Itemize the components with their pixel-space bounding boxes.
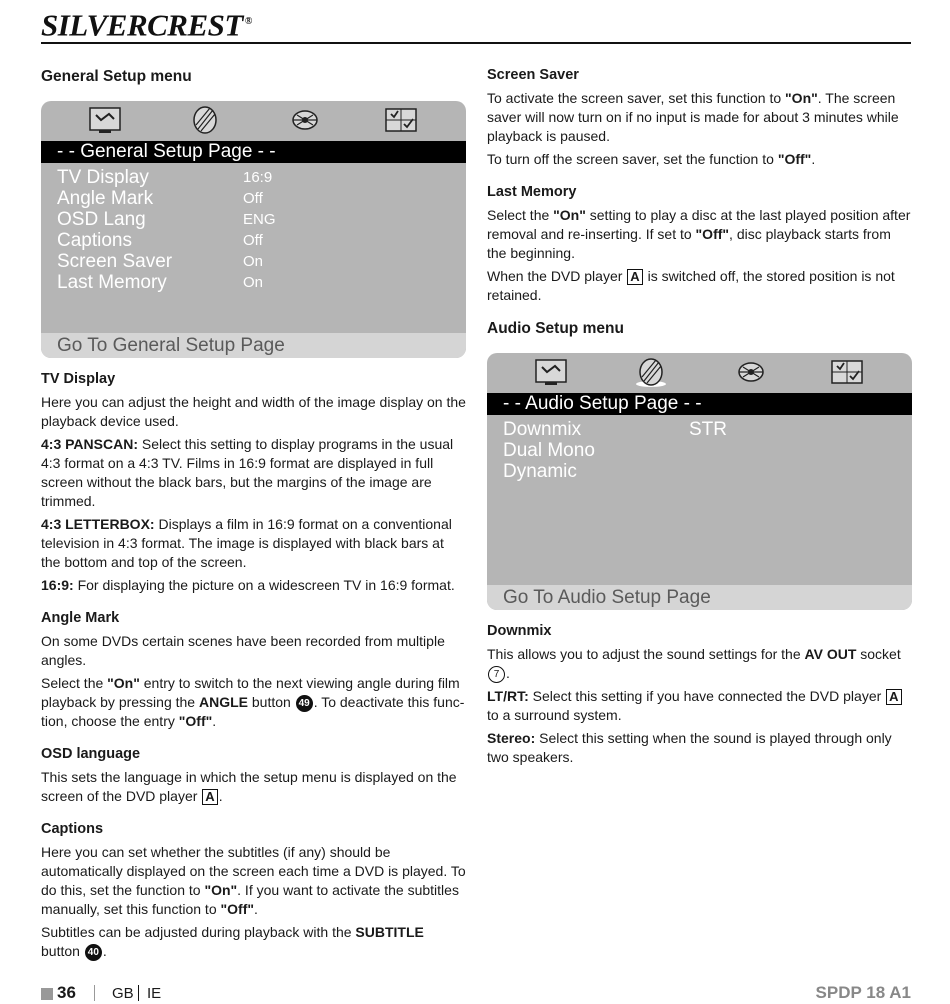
left-column (41, 60, 466, 961)
header-rule (41, 42, 911, 44)
menu-icon-row (487, 353, 912, 393)
last-memory-heading: Last Memory (487, 184, 577, 200)
osd-language-heading: OSD language (41, 746, 141, 762)
menu-row-label: Angle Mark (57, 188, 154, 209)
screen-saver-off-text: To turn off the screen saver, set the function to "Off". (487, 151, 816, 167)
widescreen-paragraph: 16:9: For displaying the picture on a widescreen TV in 16:9 format. (41, 577, 455, 593)
tv-setup-icon (87, 105, 123, 135)
menu-row-value: On (243, 253, 264, 270)
menu-row-osd-lang[interactable] (57, 209, 466, 230)
menu-row-label: Dynamic (503, 461, 577, 482)
menu-row-last-memory[interactable] (57, 272, 466, 293)
preference-setup-icon (383, 105, 419, 135)
downmix-heading: Downmix (487, 623, 552, 639)
audio-setup-icon (633, 357, 669, 387)
menu-title-bar: - - Audio Setup Page - - (487, 393, 912, 415)
menu-row-label: TV Display (57, 167, 149, 188)
menu-row-value: On (243, 274, 264, 291)
brand-name: SILVERCREST (41, 7, 243, 43)
menu-row-value: STR (689, 419, 727, 440)
menu-row-dynamic[interactable] (503, 461, 912, 482)
device-label-badge: A (627, 269, 642, 285)
footer-divider (138, 985, 139, 1001)
menu-row-label: Screen Saver (57, 251, 173, 272)
menu-row-dual-mono[interactable] (503, 440, 912, 461)
socket-number-badge: 7 (488, 666, 505, 683)
captions-heading: Captions (41, 821, 104, 837)
menu-footer: Go To General Setup Page (41, 333, 466, 358)
menu-row-value: ENG (243, 211, 276, 228)
brand-logo (41, 4, 252, 43)
menu-row-label: Captions (57, 230, 132, 251)
menu-row-label: Dual Mono (503, 440, 595, 461)
button-number-badge: 40 (85, 944, 102, 961)
menu-row-value: Off (243, 232, 263, 249)
menu-row-downmix[interactable] (503, 419, 912, 440)
video-setup-icon (287, 105, 323, 135)
osd-language-text: This sets the language in which the setup menu is displayed on the screen of the DVD player A . (41, 769, 457, 804)
screen-saver-text: To activate the screen saver, set this function to "On". The screen saver will now turn on if no input is made for about 3 minutes while playback is paused. (487, 90, 899, 144)
ltrt-paragraph: LT/RT: Select this setting if you have connected the DVD player A to a surround system. (487, 687, 912, 725)
angle-mark-usage: Select the "On" entry to switch to the next viewing angle during film playback by pressing the ANGLE button 49 . To deactivate this func-tion, choose the entry "Off". (41, 675, 465, 729)
device-label-badge: A (202, 789, 217, 805)
video-setup-icon (733, 357, 769, 387)
device-label-badge: A (886, 689, 901, 705)
page-footer (41, 982, 911, 1004)
footer-square (41, 988, 53, 1000)
tv-display-heading: TV Display (41, 371, 116, 387)
stereo-paragraph: Stereo: Select this setting when the sound is played through only two speakers. (487, 730, 892, 765)
menu-title-bar: - - General Setup Page - - (41, 141, 466, 163)
model-number: SPDP 18 A1 (815, 983, 911, 1002)
menu-row-label: Last Memory (57, 272, 167, 293)
tv-setup-icon (533, 357, 569, 387)
country-code: GB (112, 985, 134, 1002)
menu-row-screen-saver[interactable] (57, 251, 466, 272)
subtitles-text: Subtitles can be adjusted during playback with the SUBTITLE button 40 . (41, 924, 424, 959)
menu-item-list (487, 415, 912, 482)
screen-saver-heading: Screen Saver (487, 67, 579, 83)
audio-setup-heading: Audio Setup menu (487, 320, 624, 337)
letterbox-paragraph: 4:3 LETTERBOX: Displays a film in 16:9 format on a conventional television in 4:3 format. The image is displayed with black bars at the bottom and top of the screen. (41, 516, 452, 570)
country-code: IE (147, 985, 162, 1002)
menu-row-angle-mark[interactable] (57, 188, 466, 209)
captions-text: Here you can set whether the subtitles (if any) should be automatically displayed on the screen each time a DVD is played. To do this, set the function to "On". If you want to activate the subtitles manually, set this function to "Off". (41, 844, 466, 917)
angle-mark-intro: On some DVDs certain scenes have been recorded from multiple angles. (41, 633, 445, 668)
menu-item-list (41, 163, 466, 293)
audio-setup-icon (187, 105, 223, 135)
downmix-intro: This allows you to adjust the sound settings for the AV OUT socket 7 . (487, 646, 901, 681)
registered-mark: ® (244, 16, 252, 27)
menu-row-tv-display[interactable] (57, 167, 466, 188)
audio-setup-screen (487, 353, 912, 610)
menu-row-captions[interactable] (57, 230, 466, 251)
general-setup-screen (41, 101, 466, 358)
last-memory-note: When the DVD player A is switched off, the stored position is not retained. (487, 268, 895, 303)
menu-row-label: Downmix (503, 419, 582, 440)
menu-row-value: 16:9 (243, 169, 273, 186)
menu-row-label: OSD Lang (57, 209, 146, 230)
preference-setup-icon (829, 357, 865, 387)
angle-mark-heading: Angle Mark (41, 610, 120, 626)
footer-divider (94, 985, 95, 1001)
right-column (487, 60, 912, 767)
panscan-paragraph: 4:3 PANSCAN: Select this setting to display programs in the usual 4:3 format on a 4:3 TV. Films in 16:9 format are displayed in full screen without the black bars, but the margins of the image are trimmed. (41, 436, 454, 509)
menu-footer: Go To Audio Setup Page (487, 585, 912, 610)
general-setup-heading: General Setup menu (41, 68, 192, 85)
page-number: 36 (57, 983, 76, 1002)
last-memory-text: Select the "On" setting to play a disc at the last played position after removal and re-inserting. If set to "Off", disc playback starts from the beginning. (487, 207, 911, 261)
menu-icon-row (41, 101, 466, 141)
tv-display-intro: Here you can adjust the height and width of the image display on the playback device used. (41, 394, 466, 429)
menu-row-value: Off (243, 190, 263, 207)
button-number-badge: 49 (296, 695, 313, 712)
